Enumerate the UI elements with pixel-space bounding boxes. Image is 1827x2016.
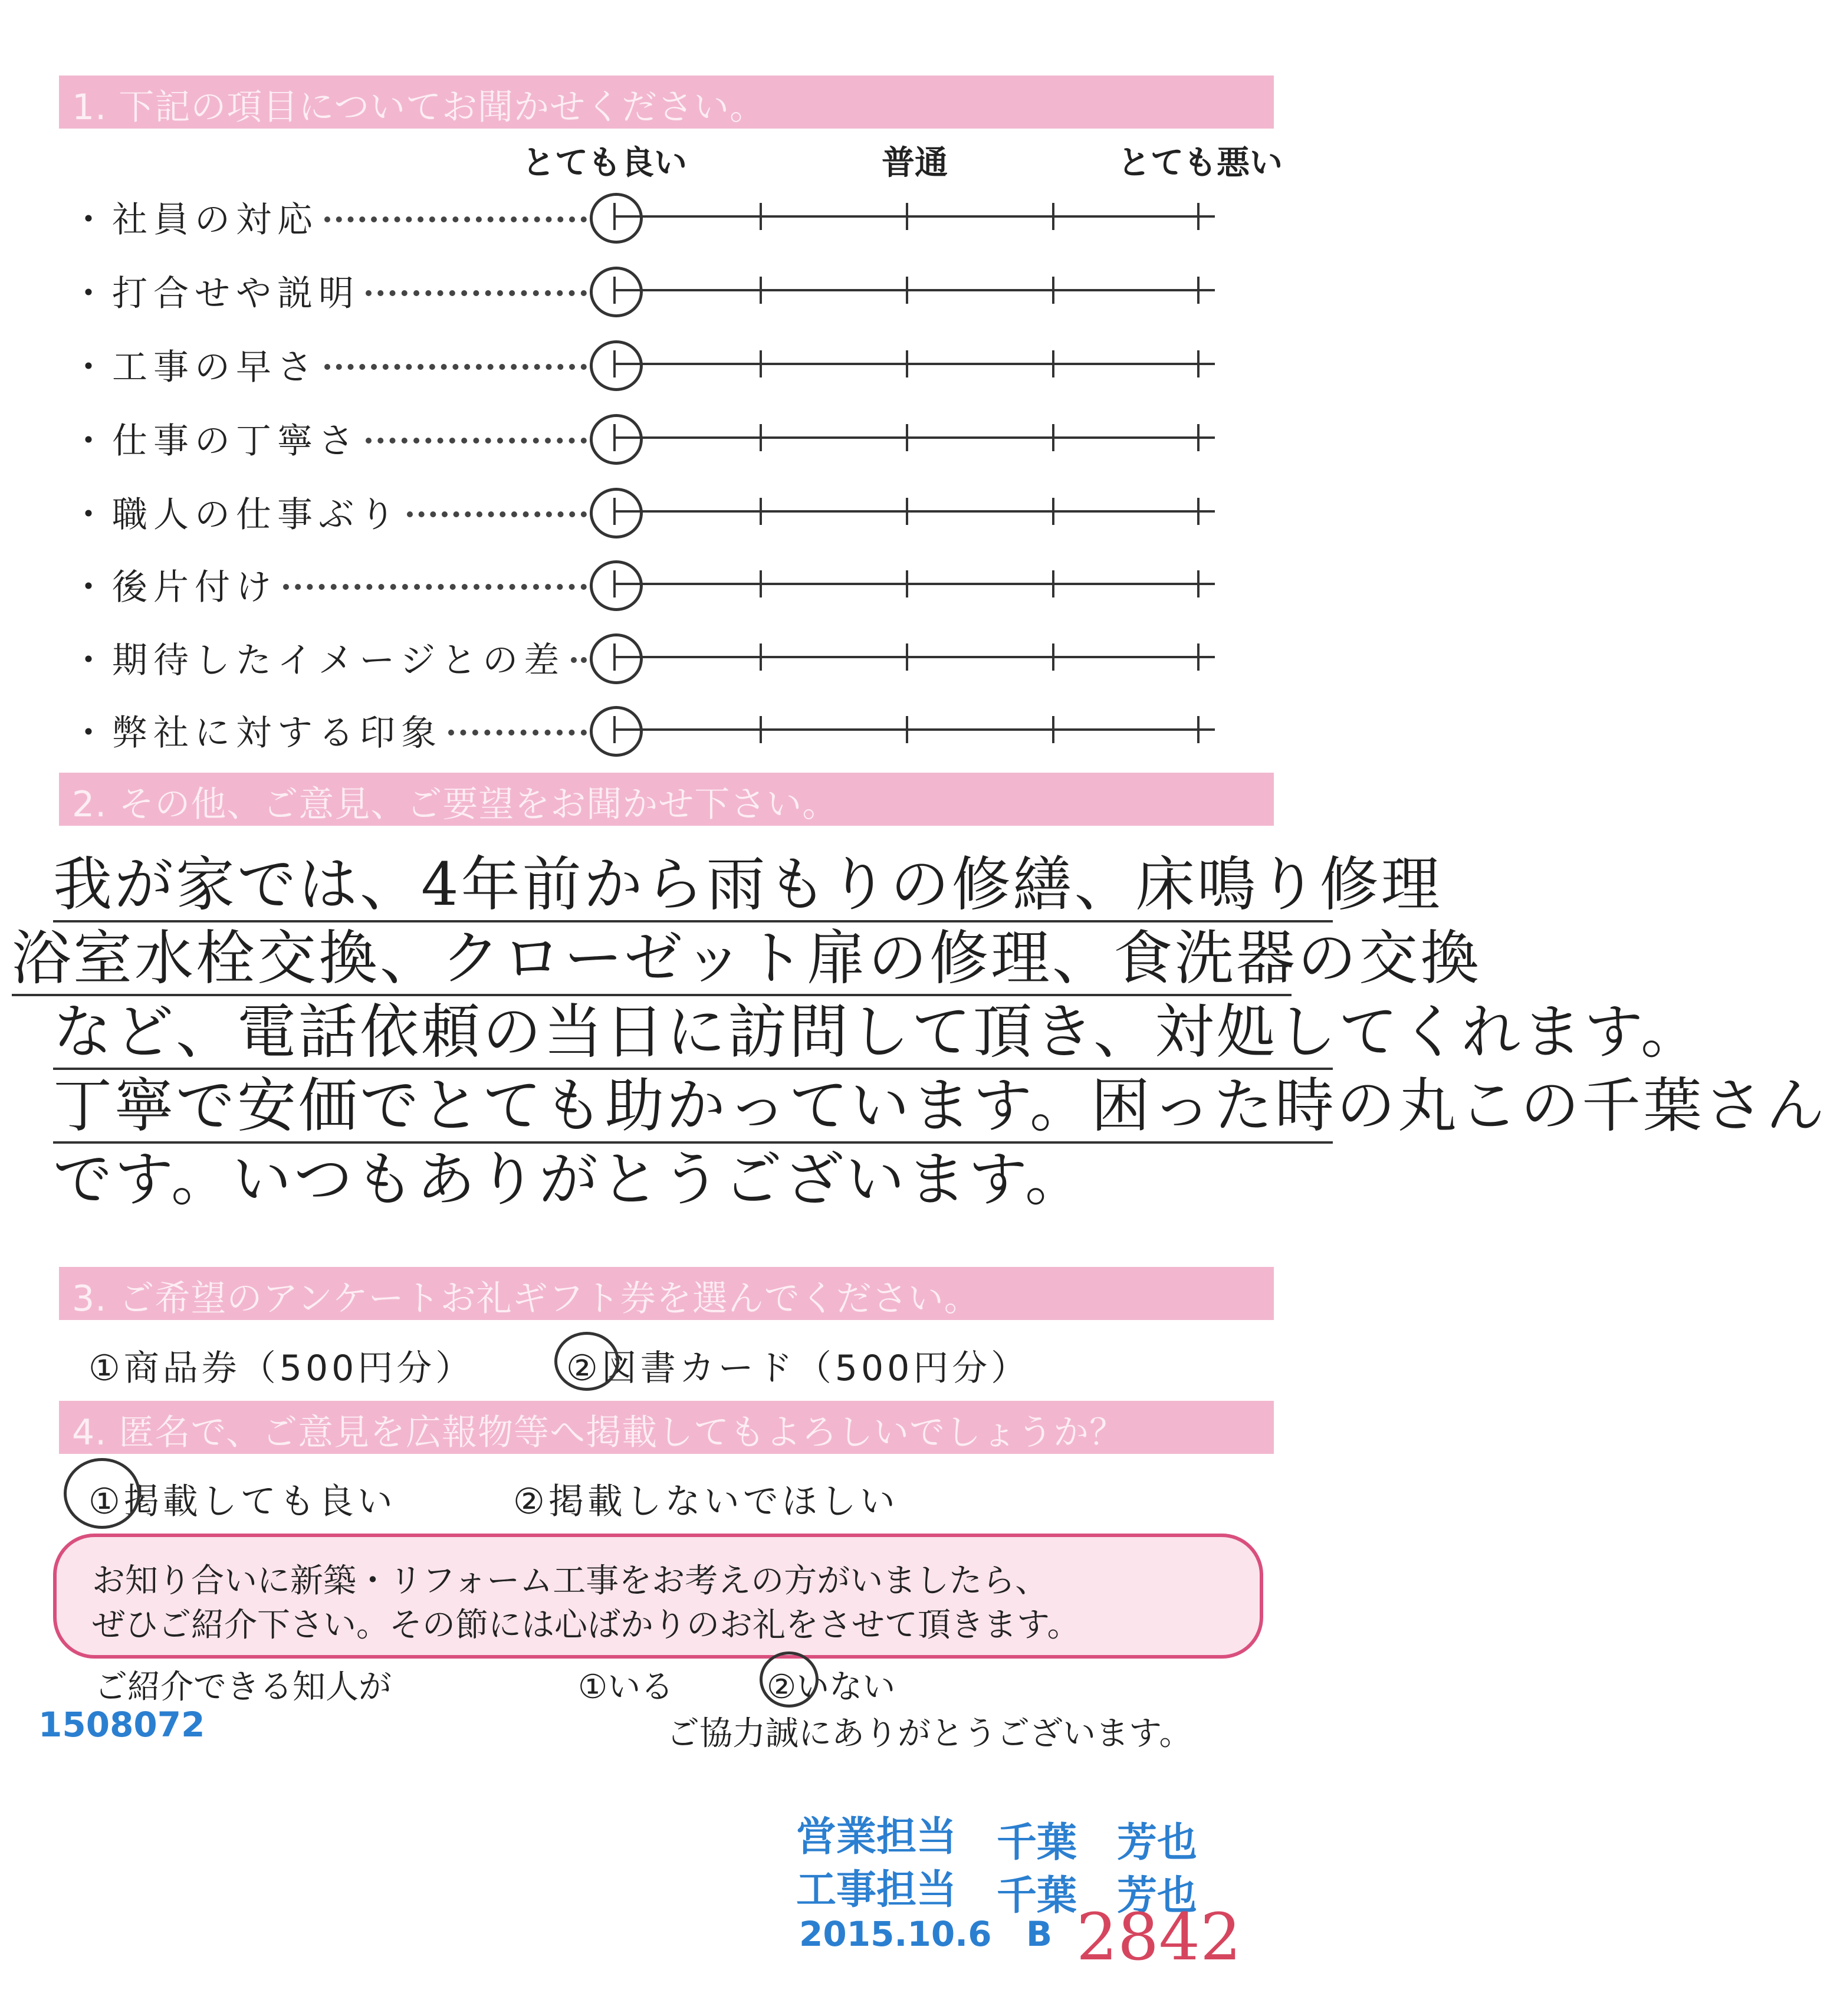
- comment-line-5: です。いつもありがとうございます。: [53, 1145, 1086, 1214]
- rating-scale[interactable]: [613, 436, 1215, 439]
- section1-heading: 1. 下記の項目についてお聞かせください。: [72, 87, 766, 128]
- scale-tick: [1052, 424, 1054, 451]
- publish-option-1[interactable]: ①掲載しても良い: [88, 1481, 396, 1522]
- rating-item-label: ・期待したイメージとの差: [71, 640, 566, 681]
- referral-question: ご紹介できる知人が: [94, 1668, 392, 1706]
- rating-selection-circle: [590, 633, 643, 684]
- leader-dots: [366, 290, 587, 296]
- sales-name: 千葉 芳也: [997, 1820, 1198, 1866]
- referral-line-1: お知り合いに新築・リフォーム工事をお考えの方がいましたら、: [92, 1562, 1049, 1600]
- scale-tick: [1197, 424, 1200, 451]
- scale-tick: [1197, 498, 1200, 525]
- rating-scale[interactable]: [613, 583, 1215, 585]
- rating-item-label: ・仕事の丁寧さ: [71, 421, 360, 462]
- rating-scale[interactable]: [613, 728, 1215, 731]
- gift-selection-circle: [554, 1332, 619, 1391]
- scale-tick: [1052, 570, 1054, 597]
- leader-dots: [571, 657, 587, 663]
- rating-scale[interactable]: [613, 363, 1215, 365]
- rating-item-label: ・弊社に対する印象: [71, 713, 442, 754]
- scale-worst-label: とても悪い: [1118, 144, 1283, 182]
- leader-dots: [324, 216, 587, 222]
- rating-selection-circle: [590, 488, 643, 539]
- scale-tick: [906, 716, 908, 743]
- record-id: 1508072: [38, 1705, 205, 1745]
- scale-tick: [760, 498, 762, 525]
- scale-tick: [906, 570, 908, 597]
- scale-tick: [1052, 203, 1054, 230]
- section4-heading: 4. 匿名で、ご意見を広報物等へ掲載してもよろしいでしょうか？: [72, 1412, 1126, 1453]
- code-letter: B: [1026, 1914, 1053, 1954]
- scale-tick: [1197, 203, 1200, 230]
- rating-scale[interactable]: [613, 656, 1215, 658]
- rating-item-label: ・工事の早さ: [71, 347, 318, 388]
- construction-label: 工事担当: [796, 1867, 957, 1913]
- rating-item-label: ・職人の仕事ぶり: [71, 494, 401, 536]
- scale-tick: [1052, 350, 1054, 377]
- referral-option-1[interactable]: ①いる: [578, 1668, 674, 1706]
- code-number: 2842: [1076, 1899, 1241, 1975]
- survey-date: 2015.10.6: [799, 1914, 992, 1954]
- rating-selection-circle: [590, 414, 643, 465]
- scale-best-label: とても良い: [522, 144, 687, 182]
- scale-tick: [760, 716, 762, 743]
- scale-tick: [1197, 716, 1200, 743]
- referral-box: [53, 1534, 1263, 1659]
- scale-tick: [1052, 716, 1054, 743]
- rating-item-label: ・後片付け: [71, 567, 277, 608]
- publish-selection-circle: [64, 1458, 140, 1529]
- rating-selection-circle: [590, 706, 643, 757]
- scale-tick: [906, 424, 908, 451]
- comment-line-4: 丁寧で安価でとても助かっています。困った時の丸この千葉さん: [53, 1071, 1333, 1144]
- leader-dots: [366, 438, 587, 444]
- scale-tick: [760, 643, 762, 671]
- rating-selection-circle: [590, 560, 643, 611]
- rating-scale[interactable]: [613, 289, 1215, 291]
- section3-heading: 3. ご希望のアンケートお礼ギフト券を選んでください。: [72, 1278, 980, 1319]
- section2-heading: 2. その他、ご意見、ご要望をお聞かせ下さい。: [72, 784, 839, 825]
- section3-heading-bar: [59, 1267, 1274, 1320]
- referral-option-2[interactable]: ②いない: [767, 1668, 896, 1706]
- rating-scale[interactable]: [613, 510, 1215, 513]
- leader-dots: [407, 511, 587, 517]
- rating-item-label: ・社員の対応: [71, 199, 318, 241]
- publish-option-2[interactable]: ②掲載しないでほしい: [513, 1481, 899, 1522]
- scale-tick: [906, 277, 908, 304]
- scale-tick: [760, 424, 762, 451]
- rating-item-label: ・打合せや説明: [71, 273, 360, 314]
- section2-heading-bar: [59, 773, 1274, 826]
- leader-dots: [448, 730, 587, 736]
- leader-dots: [324, 364, 587, 370]
- comment-line-3: など、電話依頼の当日に訪問して頂き、対処してくれます。: [53, 997, 1333, 1070]
- scale-middle-label: 普通: [882, 144, 948, 182]
- scale-tick: [1052, 498, 1054, 525]
- scale-tick: [906, 643, 908, 671]
- scale-tick: [760, 350, 762, 377]
- scale-tick: [1197, 277, 1200, 304]
- gift-option-1[interactable]: ①商品券（500円分）: [88, 1348, 475, 1389]
- comment-line-1: 我が家では、4年前から雨もりの修繕、床鳴り修理: [53, 849, 1333, 922]
- scale-tick: [1197, 643, 1200, 671]
- sales-label: 営業担当: [796, 1814, 957, 1860]
- scale-tick: [1197, 570, 1200, 597]
- scale-tick: [906, 498, 908, 525]
- scale-tick: [760, 277, 762, 304]
- scale-tick: [1052, 643, 1054, 671]
- gift-option-2[interactable]: ②図書カード（500円分）: [566, 1348, 1030, 1389]
- referral-line-2: ぜひご紹介下さい。その節には心ばかりのお礼をさせて頂きます。: [92, 1606, 1080, 1644]
- referral-selection-circle: [760, 1651, 819, 1708]
- scale-tick: [1197, 350, 1200, 377]
- scale-tick: [906, 203, 908, 230]
- section1-heading-bar: [59, 75, 1274, 129]
- scale-tick: [760, 203, 762, 230]
- leader-dots: [283, 584, 587, 590]
- rating-scale[interactable]: [613, 215, 1215, 218]
- scale-tick: [760, 570, 762, 597]
- thanks-text: ご協力誠にありがとうございます。: [666, 1715, 1192, 1753]
- rating-selection-circle: [590, 340, 643, 391]
- section4-heading-bar: [59, 1401, 1274, 1454]
- construction-name: 千葉 芳也: [997, 1873, 1198, 1919]
- rating-selection-circle: [590, 193, 643, 244]
- comment-line-2: 浴室水栓交換、クローゼット扉の修理、食洗器の交換: [12, 923, 1292, 996]
- rating-selection-circle: [590, 267, 643, 317]
- scale-tick: [1052, 277, 1054, 304]
- scale-tick: [906, 350, 908, 377]
